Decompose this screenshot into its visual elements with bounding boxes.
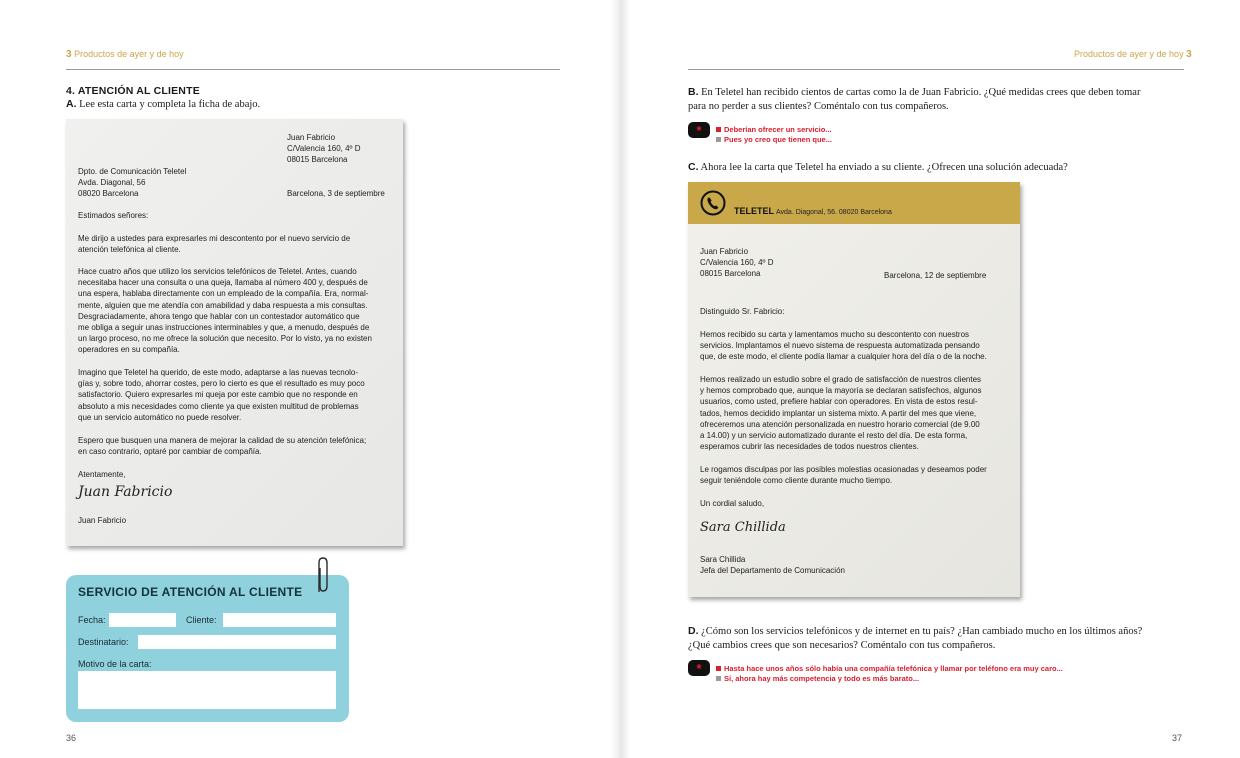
speech-tip-icon: * — [688, 660, 710, 676]
running-head-right: Productos de ayer y de hoy 3 — [1074, 49, 1192, 60]
customer-service-form — [66, 575, 349, 722]
letter-closing: Atentamente, — [78, 470, 126, 479]
letter-greeting: Estimados señores: — [78, 211, 149, 220]
brand-name: TELETEL — [734, 206, 774, 216]
motivo-label: Motivo de la carta: — [78, 659, 152, 669]
letter-name: Juan Fabricio — [78, 516, 127, 525]
book-gutter — [610, 0, 630, 758]
cliente-label: Cliente: — [186, 615, 217, 625]
page-number-right: 37 — [1172, 733, 1183, 743]
paperclip-icon — [314, 556, 330, 596]
cliente-field[interactable] — [223, 613, 336, 627]
page-number-left: 36 — [66, 733, 77, 743]
recipient-address: Juan Fabricio C/Valencia 160, 4º D 08015 Barcelona — [700, 247, 774, 279]
letter-paragraph-4: Espero que busquen una manera de mejorar la calidad de su atención telefónica; en caso contrario, optaré por cambiar de compañía. — [78, 436, 367, 457]
question-d: D. ¿Cómo son los servicios telefónicos y de internet en tu país? ¿Han cambiado mucho en los últimos años? ¿Qué cambios crees que son necesarios? Coméntalo con tus compañeros. — [688, 625, 1143, 651]
letter-paragraph-3: Le rogamos disculpas por las posibles molestias ocasionadas y deseamos poder seguir teniéndole como cliente durante mucho tiempo. — [700, 465, 987, 486]
letter-date: Barcelona, 3 de septiembre — [287, 189, 385, 198]
question-b: B. En Teletel han recibido cientos de cartas como la de Juan Fabricio. ¿Qué medidas crees que deben tomar para no perder a sus clientes? Coméntalo con tus compañeros. — [688, 86, 1141, 112]
question-c: C. Ahora lee la carta que Teletel ha enviado a su cliente. ¿Ofrecen una solución adecuada? — [688, 161, 1068, 173]
letter-paragraph-2: Hemos realizado un estudio sobre el grado de satisfacción de nuestros clientes y hemos comprobado que, aunque la mayoría se declaran satisfechos, algunos usuarios, como usted, prefiere hablar con operadores. En vista de estos resul- tados, hemos decidido implantar un sistema mixto. A partir del mes que viene, ofreceremos una atención personalizada en nuestro horario comercial (de 9.00 a 14.00) y un servicio automatizado durante el resto del día. De esta forma, esperamos cubrir las necesidades de todos nuestros clientes. — [700, 375, 982, 452]
tip-d-1: Hasta hace unos años sólo había una compañía telefónica y llamar por teléfono era muy caro... — [716, 664, 1063, 673]
letter-paragraph-2: Hace cuatro años que utilizo los servicios telefónicos de Teletel. Antes, cuando necesitaba hacer una consulta o una queja, llamaba al número 400 y, después de una espera, hablaba directamente con un empleado de la compañía. Era, normal- mente, alguien que me atendía con amabilidad y daba respuesta a mis consultas. Desgraciadamente, ahora tengo que hablar con un contestador automático que me obliga a seguir unas instrucciones interminables y que, a menudo, después de un largo proceso, no me ofrece la solución que necesito. Por lo visto, ya no existen operadores en su compañía. — [78, 267, 372, 355]
tip-b-2: Pues yo creo que tienen que... — [716, 135, 832, 144]
phone-icon — [700, 190, 726, 216]
letter-date: Barcelona, 12 de septiembre — [884, 271, 987, 280]
bullet-square-icon — [716, 676, 721, 681]
sender-address: Juan Fabricio C/Valencia 160, 4º D 08015 Barcelona — [287, 133, 361, 165]
destinatario-field[interactable] — [138, 635, 336, 649]
handwritten-signature: Juan Fabricio — [78, 484, 173, 500]
section-title: 4. ATENCIÓN AL CLIENTE — [66, 85, 200, 97]
letterhead-band — [688, 182, 1020, 224]
speech-tip-icon: * — [688, 122, 710, 138]
letter-name: Sara Chillida Jefa del Departamento de Comunicación — [700, 555, 845, 576]
fecha-field[interactable] — [109, 613, 176, 627]
letter-paragraph-1: Me dirijo a ustedes para expresarles mi descontento por el nuevo servicio de atención telefónica al cliente. — [78, 234, 351, 255]
customer-letter — [66, 119, 403, 546]
handwritten-signature: Sara Chillida — [700, 520, 786, 535]
instruction-a: A. Lee esta carta y completa la ficha de abajo. — [66, 98, 261, 110]
letter-paragraph-3: Imagino que Teletel ha querido, de este modo, adaptarse a las nuevas tecnolo- gías y, sobre todo, ahorrar costes, pero lo cierto es que el resultado es muy poco satisfactorio. Quiero expresarles mi queja por este cambio que no responde en absoluto a mis necesidades como cliente ya que existen multitud de problemas que un servicio automático no puede resolver. — [78, 368, 365, 422]
letter-closing: Un cordial saludo, — [700, 499, 765, 508]
motivo-field[interactable] — [78, 671, 336, 709]
header-rule — [66, 69, 560, 70]
bullet-square-icon — [716, 137, 721, 142]
bullet-square-icon — [716, 127, 721, 132]
letter-greeting: Distinguido Sr. Fabricio: — [700, 307, 785, 316]
brand-address: Avda. Diagonal, 56. 08020 Barcelona — [776, 209, 892, 216]
tip-b-1: Deberían ofrecer un servicio... — [716, 125, 832, 134]
tip-d-2: Sí, ahora hay más competencia y todo es más barato... — [716, 674, 919, 683]
teletel-letter — [688, 182, 1020, 597]
bullet-square-icon — [716, 666, 721, 671]
letter-paragraph-1: Hemos recibido su carta y lamentamos mucho su descontento con nuestros servicios. Implantamos el nuevo sistema de respuesta automatizada pensando que, de este modo, el cliente podía llamar a cualquier hora del día o de la noche. — [700, 330, 987, 362]
destinatario-label: Destinatario: — [78, 637, 129, 647]
form-title: SERVICIO DE ATENCIÓN AL CLIENTE — [78, 585, 303, 599]
running-head-left: 3 Productos de ayer y de hoy — [66, 49, 184, 60]
fecha-label: Fecha: — [78, 615, 106, 625]
header-rule-right — [688, 69, 1184, 70]
recipient-address: Dpto. de Comunicación Teletel Avda. Diagonal, 56 08020 Barcelona — [78, 167, 187, 199]
